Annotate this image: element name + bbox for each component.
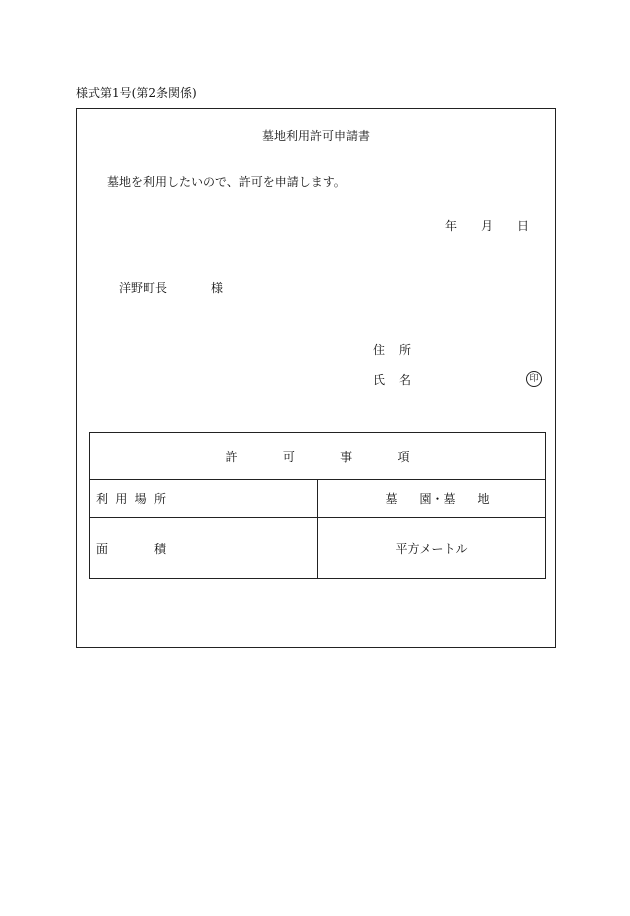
form-number: 様式第1号(第2条関係) [76, 86, 197, 100]
applicant-name-label [373, 371, 411, 388]
label-char: 利 [96, 492, 109, 506]
date-line [445, 217, 529, 234]
header-char: 項 [397, 449, 410, 464]
seal-mark-icon: 印 [526, 371, 542, 387]
header-char: 許 [225, 449, 238, 464]
request-statement: 墓地を利用したいので、許可を申請します。 [107, 175, 346, 189]
header-char: 可 [282, 449, 295, 464]
usage-place-options [385, 490, 489, 507]
usage-place-label [96, 490, 166, 507]
table-row-area [90, 518, 546, 579]
permit-items-table [89, 432, 546, 579]
area-label [96, 540, 166, 557]
document-title: 墓地利用許可申請書 [261, 129, 370, 143]
area-unit: 平方メートル [395, 541, 468, 556]
place-option-part: 墓 [385, 492, 398, 506]
date-month-label: 月 [480, 219, 493, 233]
table-row-usage-place [90, 480, 546, 518]
usage-place-value-cell [318, 480, 546, 518]
label-char: 積 [153, 541, 166, 556]
place-option-part: 園・墓 [419, 492, 456, 506]
table-header-title [226, 448, 410, 465]
date-day-label: 日 [516, 219, 529, 233]
table-header-cell [90, 433, 546, 480]
name-label-char: 氏 [373, 373, 386, 387]
label-char: 場 [134, 492, 147, 506]
date-year-label: 年 [445, 219, 458, 233]
label-char: 所 [153, 492, 166, 506]
addressee-name: 洋野町長 [119, 281, 168, 295]
place-option-part: 地 [477, 492, 490, 506]
name-label-char: 名 [398, 373, 411, 387]
label-char: 用 [115, 492, 128, 506]
application-form [76, 108, 556, 648]
address-label-char: 住 [373, 343, 386, 357]
area-value-cell [318, 518, 546, 579]
area-label-cell [90, 518, 318, 579]
header-char: 事 [340, 449, 353, 464]
usage-place-label-cell [90, 480, 318, 518]
label-char: 面 [96, 541, 109, 556]
addressee-honorific: 様 [211, 281, 224, 295]
applicant-address-label [373, 341, 411, 358]
table-header-row [90, 433, 546, 480]
address-label-char: 所 [398, 343, 411, 357]
